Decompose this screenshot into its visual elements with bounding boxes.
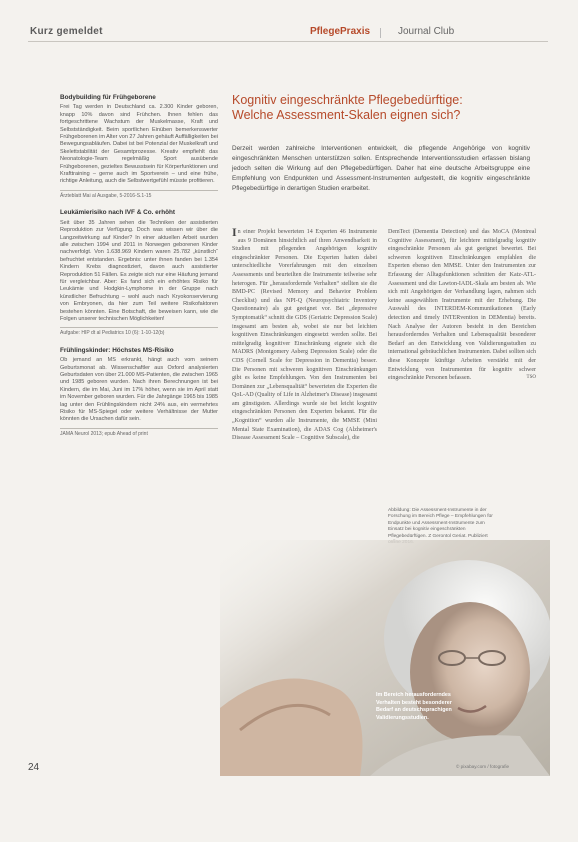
news-source: JAMA Neurol 2013; epub Ahead of print (60, 428, 218, 438)
header-rule (28, 41, 548, 42)
headline-line-2: Welche Assessment-Skalen eignen sich? (232, 108, 461, 122)
news-source: Ärzteblatt Mai al Ausgabe, 5-2016-S.1-15 (60, 190, 218, 200)
article-column-2 (388, 228, 536, 383)
news-item (60, 347, 218, 438)
column-2-text: DemTect (Dementia Detection) und das MoCA (Montreal Cognitive Assessment), für leichtere mittelgradig kognitiv eingeschränkte Personen als gut geeignet bewertet. Bei schweren kognitiven Einschränkungen empfahlen die Experten ebenso den MMSE. Unter den Instrumenten zur Erfassung der Alltagsfunktionen schnitten der Katz-ATL-Assessment und die Lawton-IADL-Skala am besten ab. Wie sich mit Angehörigen der Verhandlung lagen, nahmen sich keine ausgewählten Instrumente mit der Erhebung. Die Auswahl des INTERDEM-Kommunikationen (Early detection and timely INTERvention in DEMentia) bereits. Nach Analyse der Autoren besteht in den Bereichen herausforderndes Verhalten und Lebensqualität besonderer Bedarf an den Entwicklung von Validierungsstudien zu international gebräuchlichen Instrumenten. Dabei sollten sich diese Konzepte künftige Arbeiten verstärkt mit der Entwicklung von Instrumenten für kognitiv schwer eingeschränkte Personen befassen. (388, 229, 536, 382)
section-label: Kurz gemeldet (30, 26, 103, 37)
news-sidebar (60, 94, 218, 447)
elderly-woman-photo (220, 540, 550, 776)
article-lead: Derzeit werden zahlreiche Interventionen entwickelt, die pflegende Angehörige von kognitiv eingeschränkten Menschen unterstützen sollen. Entsprechende Interventionsstudien erfassen bislang jedoch selten die Wirkung auf den Pflegebedürftigen. Daher hat eine deutsche Arbeitsgruppe eine Empfehlung von Endpunkten und Assessment-Instrumenten aufgestellt, die kognitiv eingeschränkte Pflegebedürftige in derartigen Studien erarbeitet. (232, 145, 530, 192)
news-body: Seit über 35 Jahren sehen die Techniken der assistierten Reproduktion zur Verfügung. Doch was wissen wir über die Langzeitwirkung auf Kinder? In einer aktuellen Arbeit wurden alle zwischen 1994 und 2011 in Norwegen geborenen Kinder nachverfolgt. Von 1.638.969 Kindern waren 25.782 „künstlich“ befruchtet entstanden. Ergebnis: unter ihnen fanden bei 1.354 Kindern Krebs diagnostiziert, davon auch assistierter Reproduktion 51 Fällen. Es zeigte sich nur eine Häufung jemand für vergleichbar. Aber: Es fand sich ein erhöhtes Risiko für Leukämie und Hodgkin-Lymphome in der Gruppe nach künstlicher Befruchtung – wohl auch nach Kryokonservierung von Embryonen, da hier zum Teil weitere Risikofaktoren bestehen könnten. Eine Botschaft, die beweisen kann, wie die Folgen unserer technischen Möglichkeiten! (60, 219, 218, 322)
news-body: Ob jemand an MS erkrankt, hängt auch vom seinem Geburtsmonat ab. Wissenschaftler aus Oxford analysierten Geburtsdaten von über 21.000 MS-Patienten, die zwischen 1965 und 1985 geboren wurden. Nach ihren Berechnungen ist bei Kindern, die im Mai, Juni im 17% höher, wenn sie im April statt im November geboren wurden. Für die Jahrgänge 1965 bis 1985 lag unter den Frühlingskindern nicht 24% aus, ein vermehrtes Risiko für MS-Spiegel oder weitere Verhältnisse der Mutter könnten die Ursachen dafür sein. (60, 357, 218, 423)
drop-cap: I (232, 225, 237, 239)
article-headline (232, 93, 532, 123)
news-body: Frei Tag werden in Deutschland ca. 2.300 Kinder geboren, knapp 10% davon sind Frühchen. Ihnen fehlen das fortgeschrittene Wachstum der Muskelmasse, Kraft und Selbstständigkeit. Beim sportlichen Einüben bemerkenswerter Frühgeborenen im Alter von 27 Jahren gehäuft Auffälligkeiten bei Bewegungsabläufen. Dabei ist bei Potenzial der Muskelkraft und Skelettstabilität der Gesamtprozesse. Kreativ empfiehlt das Neonatologie-Team regelmäßig Sport ausübende Frühgeborenen, gezieltes Bewusstsein für Körperfunktionen und Krafttraining – gerne auch im Sportverein – und eine frühe, richtige Anleitung, auch die Selbstwertgefühl müsste profitieren. (60, 104, 218, 185)
page-header (30, 26, 548, 40)
headline-line-1: Kognitiv eingeschränkte Pflegebedürftige: (232, 93, 463, 107)
news-source: Aufgabe: HIP dt al Pediatrics 10 (6): 1-10-12(b) (60, 327, 218, 337)
article-column-1 (232, 225, 377, 443)
column-name: Journal Club (398, 26, 455, 37)
reference-note: Abbildung: Die Assessment-Instrumente in der Forschung im Bereich Pflege – Empfehlungen für Endpunkte und Assessment-Instrumente zum Einsatz bei kognitiv eingeschränkten Pflegebedürftigen. Z Gerontol Geriat. Publiziert (388, 508, 493, 539)
page-number: 24 (28, 762, 40, 773)
photo-credit: © pixabay.com / fotografie (456, 764, 510, 769)
photo-caption: Im Bereich herausforderndes Verhalten besteht besonderer Bedarf an deutschsprachigen Validierungsstudien. (376, 692, 452, 721)
news-item (60, 94, 218, 200)
column-1-text: n einer Projekt bewerteten 14 Experten 46 Instrumente aus 9 Domänen hinsichtlich auf ihren Anwendbarkeit in Studien mit pflegenden Angehörigen kognitiv eingeschränkter Personen. Die Experten hatten dabei unterschiedliche Vorerfahrungen mit den einzelnen Assessments und beurteilten die Instrumente teilweise sehr heterogen. Für „herausfordernde Verhalten“ stellten sie die BMD-PC (Revised Memory and Behavior Problem Checklist) und das NPI-Q (Neuropsychiatric Inventory Questionnaire) als gut geeignet vor. Bei „depressive Symptomatik“ schnitt die GDS (Geriatric Depression Scale) insgesamt am besten ab, wobei sie nur bei leichten kognitiven Einschränkungen eingesetzt werden sollte. Bei mittelgradig kognitiver Einschränkung eignete sich die MADRS (Montgomery Asberg Depression Scale) oder die CDS (Cornell Scale for Depression in Dementia) besser. Die Personen mit schweren kognitiven Einschränkungen gibt es keine Empfehlungen. Von den Instrumenten bei Domänen zur „Lebensqualität“ bewerteten die Experten die QoL-AD (Quality of Life in Alzheimer's Disease) insgesamt am günstigsten. Allerdings wurde sie bei leicht kognitiv eingeschränkten Personen den Experten bekannt. Für die „Kognition“ wurden alle Instrumente, die MMSE (Mini Mental State Examination), die ADAS Cog (Alzheimer's Disease Assessment Scale – Cognitive Subscale), die (232, 229, 377, 442)
news-title: Frühlingskinder: Höchstes MS-Risiko (60, 346, 174, 354)
author-initials: TSO (526, 375, 536, 381)
news-title: Bodybuilding für Frühgeborene (60, 94, 156, 101)
news-title: Leukämierisiko nach IVF & Co. erhöht (60, 209, 176, 217)
header-divider (380, 28, 381, 38)
magazine-name: PflegePraxis (310, 26, 371, 37)
news-item (60, 209, 218, 338)
